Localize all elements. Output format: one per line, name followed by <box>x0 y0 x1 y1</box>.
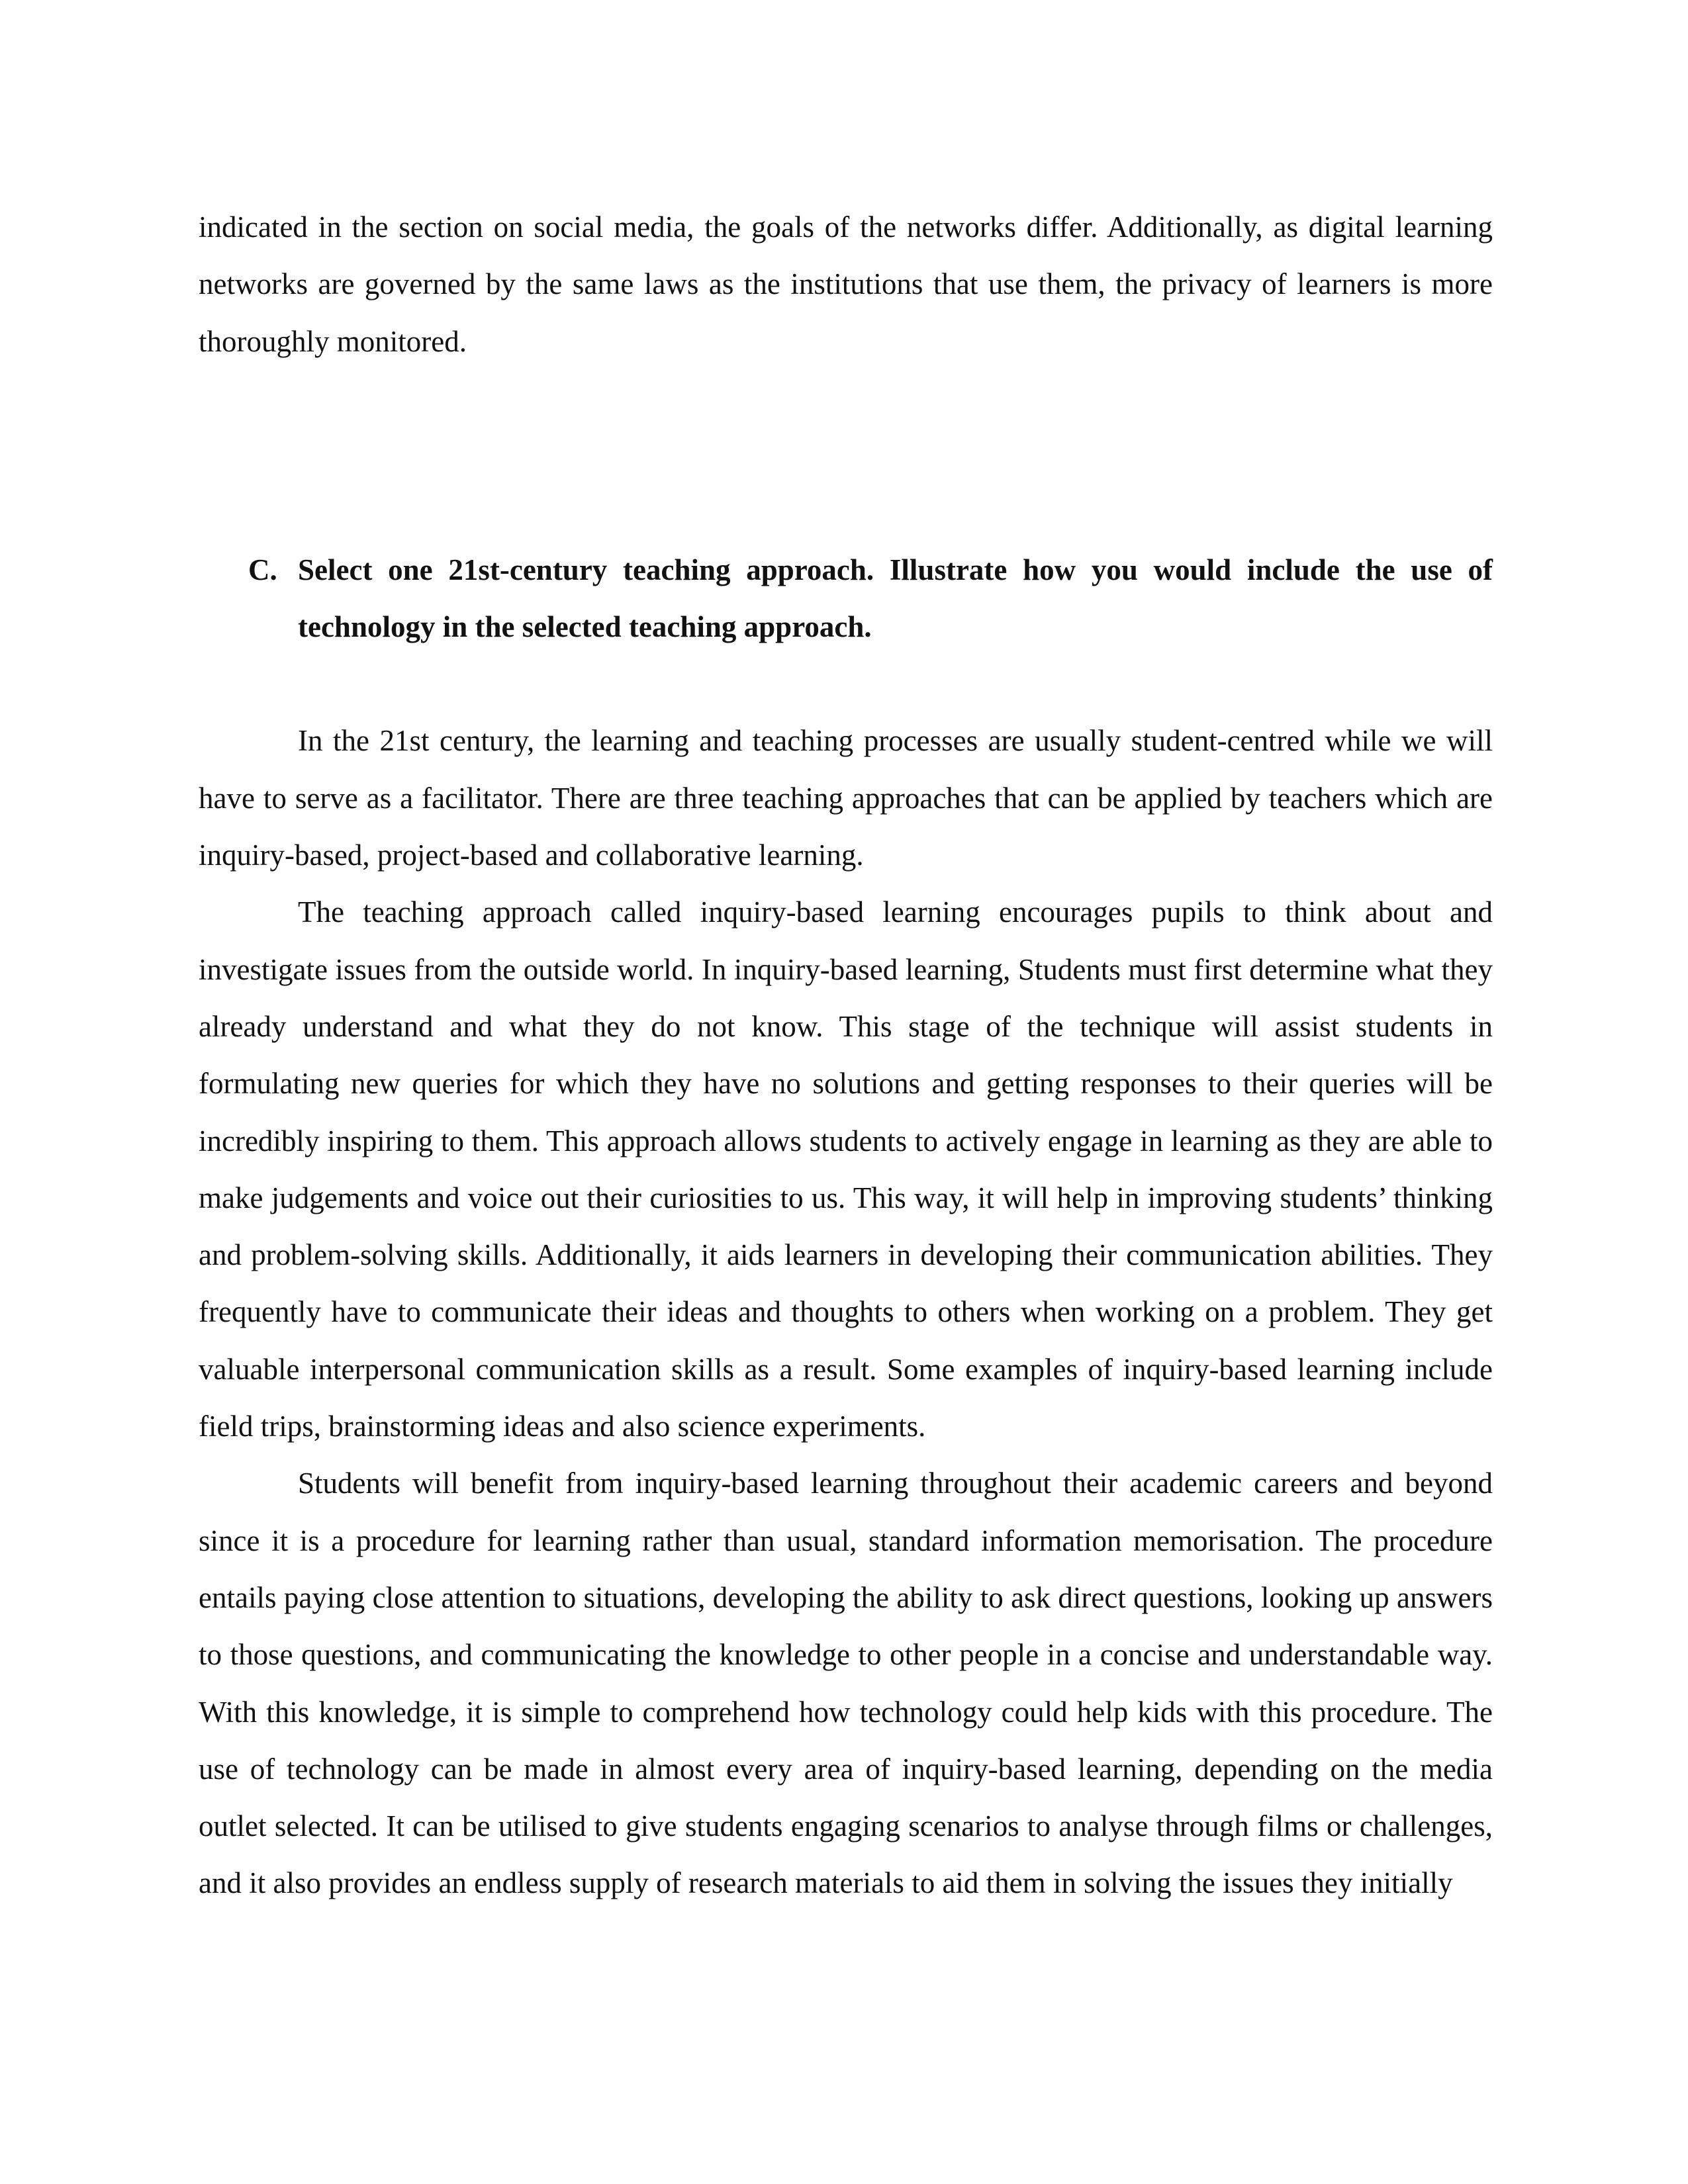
document-page <box>199 199 1493 1912</box>
section-letter: C. <box>248 553 277 586</box>
section-heading <box>199 541 1493 656</box>
continued-paragraph: indicated in the section on social media, the goals of the networks differ. Additionally, as digital learning networks are governed by the same laws as the institutions that use them, the privacy of learners is more thoroughly monitored. <box>199 210 1493 358</box>
body-paragraph-intro: In the 21st century, the learning and teaching processes are usually student-centred while we will have to serve as a facilitator. There are three teaching approaches that can be applied by teachers which are inquiry-based, project-based and collaborative learning. <box>199 724 1493 872</box>
section-body <box>199 712 1493 1911</box>
body-paragraph-technology-use: Students will benefit from inquiry-based learning throughout their academic careers and beyond since it is a procedure for learning rather than usual, standard information memorisation. The procedure entails paying close attention to situations, developing the ability to ask direct questions, looking up answers to those questions, and communicating the knowledge to other people in a concise and understandable way. With this knowledge, it is simple to comprehend how technology could help kids with this procedure. The use of technology can be made in almost every area of inquiry-based learning, depending on the media outlet selected. It can be utilised to give students engaging scenarios to analyse through films or challenges, and it also provides an endless supply of research materials to aid them in solving the issues they initially <box>199 1467 1493 1900</box>
section-heading-text: Select one 21st-century teaching approach. Illustrate how you would include the use of technology in the selected teaching approach. <box>298 553 1493 644</box>
body-paragraph-inquiry-based-learning: The teaching approach called inquiry-based learning encourages pupils to think about and investigate issues from the outside world. In inquiry-based learning, Students must first determine what they already understand and what they do not know. This stage of the technique will assist students in formulating new queries for which they have no solutions and getting responses to their queries will be incredibly inspiring to them. This approach allows students to actively engage in learning as they are able to make judgements and voice out their curiosities to us. This way, it will help in improving students’ thinking and problem-solving skills. Additionally, it aids learners in developing their communication abilities. They frequently have to communicate their ideas and thoughts to others when working on a problem. They get valuable interpersonal communication skills as a result. Some examples of inquiry-based learning include field trips, brainstorming ideas and also science experiments. <box>199 895 1493 1443</box>
